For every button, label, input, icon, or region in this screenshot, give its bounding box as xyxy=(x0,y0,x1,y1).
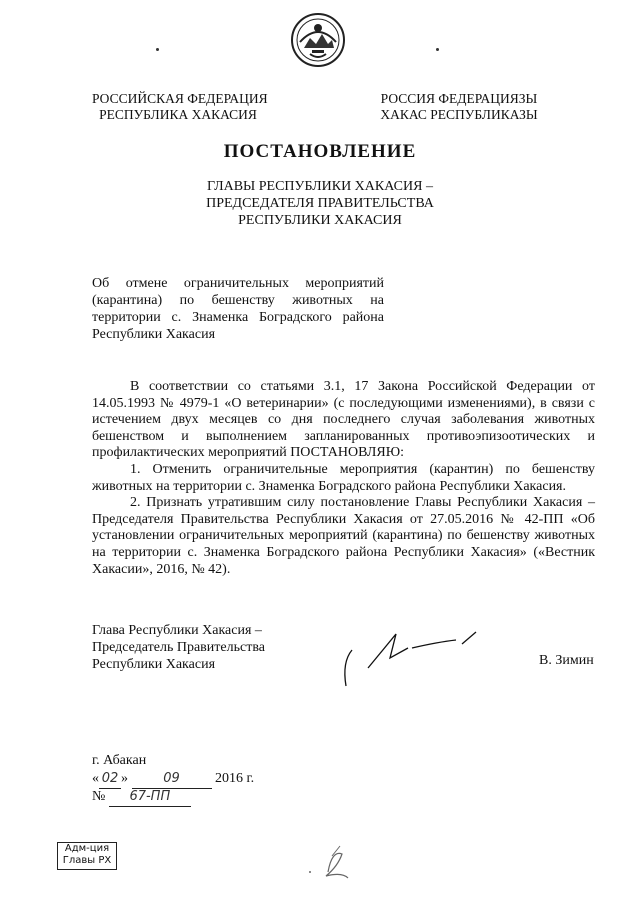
footer-date xyxy=(92,770,254,789)
signatory-name: В. Зимин xyxy=(539,653,594,668)
header-left-line1: РОССИЙСКАЯ ФЕДЕРАЦИЯ xyxy=(92,91,268,106)
document-title: ПОСТАНОВЛЕНИЕ xyxy=(223,141,417,162)
handwritten-signature xyxy=(338,628,488,688)
date-quote-open: « xyxy=(92,771,99,786)
date-year: 2016 г. xyxy=(215,771,255,786)
coat-of-arms-emblem xyxy=(290,12,346,68)
body-item-1: 1. Отменить ограничительные мероприятия (карантин) по бешенству животных на территории с. Знаменка Боградского района Республики Хакасия. xyxy=(92,461,595,494)
document-subtitle xyxy=(0,178,640,229)
number-prefix: № xyxy=(92,789,106,804)
header-right-line2: ХАКАС РЕСПУБЛИКАЗЫ xyxy=(380,107,538,122)
signatory-line1: Глава Республики Хакасия – xyxy=(92,623,262,638)
signatory-title xyxy=(92,622,265,673)
header-left xyxy=(92,91,268,123)
footer-number xyxy=(92,788,191,807)
date-day: 02 xyxy=(99,770,121,789)
handwritten-mark xyxy=(298,842,368,892)
office-stamp xyxy=(57,842,117,870)
stamp-line1: Адм-ция xyxy=(64,843,110,854)
footer-city: г. Абакан xyxy=(92,753,147,768)
header-dot-right xyxy=(436,48,439,51)
header-right-line1: РОССИЯ ФЕДЕРАЦИЯЗЫ xyxy=(380,91,538,106)
signatory-line3: Республики Хакасия xyxy=(92,657,216,672)
stamp-line2: Главы РХ xyxy=(62,855,112,866)
document-number: 67-ПП xyxy=(109,788,191,807)
body-item-2: 2. Признать утратившим силу постановление Главы Республики Хакасия – Председателя Правительства Республики Хакасия от 27.05.2016 № 42-ПП «Об установлении ограничительных мероприятий (карантина) по бешенству животных на территории с. Знаменка Боградского района Республики Хакасия» («Вестник Хакасии», 2016, № 42). xyxy=(92,495,595,577)
date-quote-close: » xyxy=(121,771,128,786)
header-dot-left xyxy=(156,48,159,51)
document-subject: Об отмене ограничительных мероприятий (карантина) по бешенству животных на территории с. Знаменка Боградского района Республики Хакасия xyxy=(92,276,384,342)
document-body xyxy=(92,379,595,578)
subtitle-line3: РЕСПУБЛИКИ ХАКАСИЯ xyxy=(238,213,402,228)
subtitle-line2: ПРЕДСЕДАТЕЛЯ ПРАВИТЕЛЬСТВА xyxy=(206,196,434,211)
date-month: 09 xyxy=(132,770,212,789)
header-left-line2: РЕСПУБЛИКА ХАКАСИЯ xyxy=(99,107,257,122)
body-intro: В соответствии со статьями 3.1, 17 Закона Российской Федерации от 14.05.1993 № 4979-1 «О ветеринарии» (с последующими изменениями), в связи с истечением двух месяцев со дня последнего случая заболевания животных бешенством и выполнением запланированных противоэпизоотических и профилактических мероприятий ПОСТАНОВЛЯЮ: xyxy=(92,379,595,461)
header-right xyxy=(380,91,538,123)
signatory-line2: Председатель Правительства xyxy=(92,640,265,655)
subtitle-line1: ГЛАВЫ РЕСПУБЛИКИ ХАКАСИЯ – xyxy=(207,179,433,194)
